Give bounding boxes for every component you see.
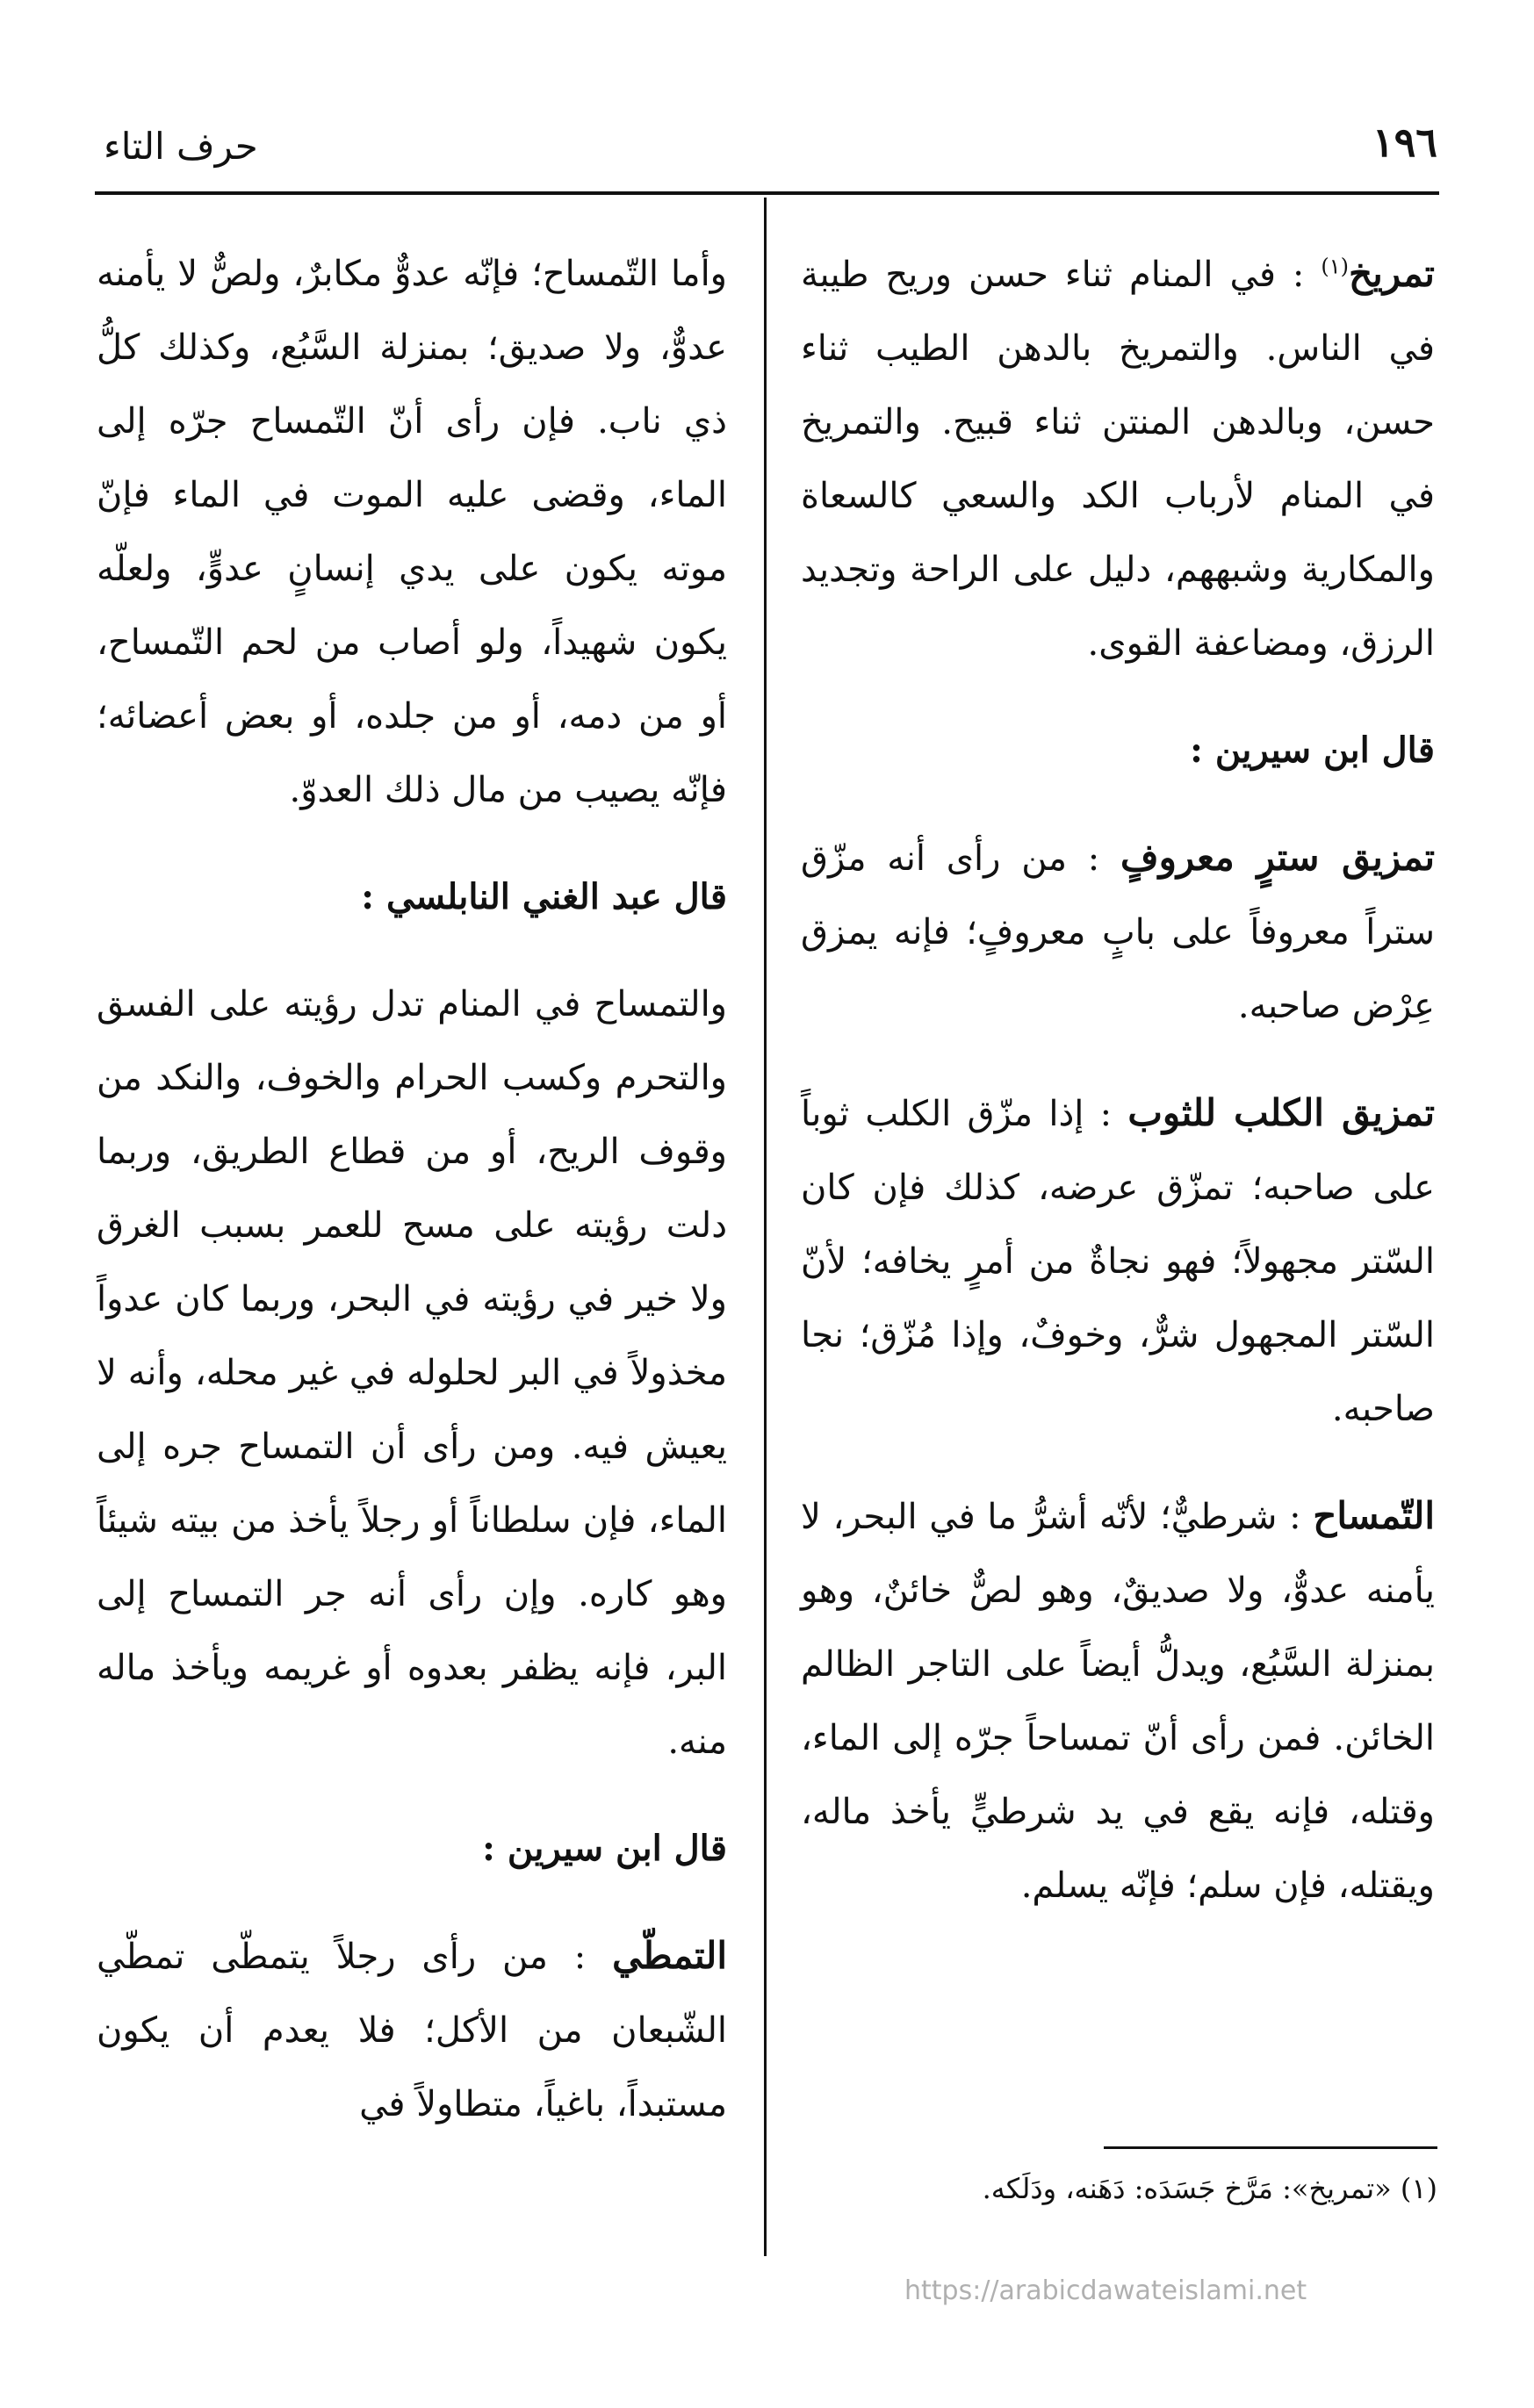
footnote-number: (١) [1400,2172,1437,2205]
header-rule [95,191,1439,195]
footnote-text: «تمريخ»: مَرَّخ جَسَدَه: دَهَنه، ودَلَكه. [982,2172,1392,2205]
entry-timsah [801,1479,1435,1923]
footnote-rule [1104,2146,1437,2149]
entry-text: : من رأى رجلاً يتمطّى تمطّي الشّبعان من الأكل؛ فلا يعدم أن يكون مستبداً، باغياً، متطاولاً في [97,1937,727,2124]
running-title: حرف التاء [104,125,258,168]
entry-tamziq-kalb [801,1076,1435,1446]
footnote-reference[interactable]: (١) [1321,254,1350,279]
entry-tamziq-sitr [801,821,1435,1043]
entry-text: : من رأى أنه مزّق ستراً معروفاً على بابٍ معروفٍ؛ فإنه يمزق عِرْض صاحبه. [801,838,1435,1026]
entry-tamrikh [801,237,1435,680]
headword: تمزيق الكلب للثوب [1127,1091,1436,1134]
column-divider [764,198,767,2256]
paragraph-timsah-continued [97,237,727,827]
headword: تمريخ [1349,252,1435,295]
entry-tamatti [97,1919,727,2141]
right-column [801,237,1435,1956]
page-number: ١٩٦ [1372,119,1437,166]
entry-text: : في المنام ثناء حسن وريح طيبة في الناس. والتمريخ بالدهن الطيب ثناء حسن، وبالدهن المنتن ثناء قبيح. والتمريخ في المنام لأرباب الكد والسعي كالسعاة والمكارية وشبههم، دليل على الراحة وتجديد الرزق، ومضاعفة القوى. [801,255,1435,664]
headword: التمطّي [612,1934,727,1977]
section-heading-ibn-sirin: قال ابن سيرين : [482,1828,727,1869]
watermark-url[interactable]: https://arabicdawateislami.net [904,2275,1307,2306]
section-heading: قال ابن سيرين : [1190,730,1435,771]
paragraph-nabulsi [97,967,727,1779]
footnote [803,2167,1437,2210]
entry-text: : شرطيٌّ؛ لأنّه أشرُّ ما في البحر، لا يأمنه عدوٌّ، ولا صديقٌ، وهو لصٌّ خائنٌ، وهو بمنزلة السَّبُع، ويدلُّ أيضاً على التاجر الظالم الخائن. فمن رأى أنّ تمساحاً جرّه إلى الماء، وقتله، فإنه يقع في يد شرطيٍّ يأخذ ماله، ويقتله، فإن سلم؛ فإنّه يسلم. [801,1497,1435,1906]
headword: تمزيق سترٍ معروفٍ [1120,836,1436,879]
paragraph-text: وأما التّمساح؛ فإنّه عدوٌّ مكابرٌ، ولصٌّ لا يأمنه عدوٌّ، ولا صديق؛ بمنزلة السَّبُع، وكذلك كلُّ ذي ناب. فإن رأى أنّ التّمساح جرّه إلى الماء، وقضى عليه الموت في الماء فإنّ موته يكون على يدي إنسانٍ عدوٍّ، ولعلّه يكون شهيداً، ولو أصاب من لحم التّمساح، أو من دمه، أو من جلده، أو بعض أعضائه؛ فإنّه يصيب من مال ذلك العدوّ. [97,254,727,810]
paragraph-text: والتمساح في المنام تدل رؤيته على الفسق والتحرم وكسب الحرام والخوف، والنكد من وقوف الريح، أو من قطاع الطريق، وربما دلت رؤيته على مسح للعمر بسبب الغرق ولا خير في رؤيته في البحر، وربما كان عدواً مخذولاً في البر لحلوله في غير محله، وأنه لا يعيش فيه. ومن رأى أن التمساح جره إلى الماء، فإن سلطاناً أو رجلاً يأخذ من بيته شيئاً وهو كاره. وإن رأى أنه جر التمساح إلى البر، فإنه يظفر بعدوه أو غريمه ويأخذ ماله منه. [97,984,728,1762]
headword: التّمساح [1313,1494,1435,1537]
left-column [97,237,727,2174]
section-heading-nabulsi: قال عبد الغني النابلسي : [361,876,727,917]
entry-text: : إذا مزّق الكلب ثوباً على صاحبه؛ تمزّق عرضه، كذلك فإن كان السّتر مجهولاً؛ فهو نجاةٌ من أمرٍ يخافه؛ لأنّ السّتر المجهول شرٌّ، وخوفٌ، وإذا مُزّق؛ نجا صاحبه. [801,1094,1435,1429]
